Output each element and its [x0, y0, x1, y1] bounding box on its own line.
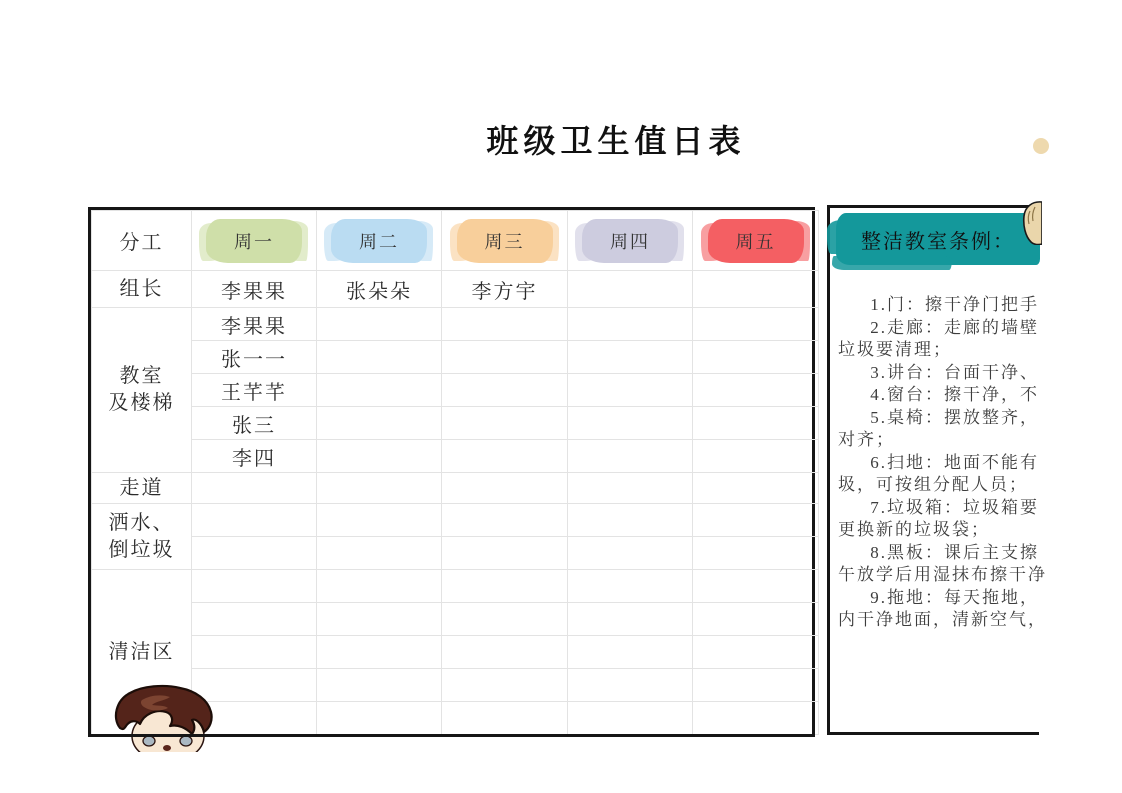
rule-line: 2.走廊：走廊的墙壁	[870, 317, 1040, 337]
duty-table-container	[88, 207, 815, 737]
table-row	[92, 341, 819, 374]
cell: 李果果	[192, 308, 317, 341]
cell	[442, 407, 568, 440]
section-label-text: 倒垃圾	[108, 538, 175, 561]
table-row	[92, 537, 819, 570]
cell	[192, 603, 317, 636]
section-label-text: 清洁区	[108, 640, 175, 663]
cell	[693, 702, 819, 735]
cell	[568, 341, 693, 374]
table-row	[92, 440, 819, 473]
cell	[317, 603, 442, 636]
rules-heading-banner	[836, 213, 1040, 265]
cell	[192, 504, 317, 537]
section-label-text: 走道	[119, 476, 164, 499]
cell	[693, 603, 819, 636]
rule-line: 8.黑板：课后主支擦	[870, 542, 1040, 562]
day-label: 周一	[234, 231, 274, 252]
tuesday-brush-blob	[331, 219, 427, 263]
cell	[568, 570, 693, 603]
cell	[317, 504, 442, 537]
section-label-water-trash	[92, 504, 192, 570]
rule-line: 更换新的垃圾袋；	[838, 520, 990, 539]
tan-dot-decoration	[1033, 138, 1049, 154]
cell	[442, 473, 568, 504]
cell	[568, 537, 693, 570]
corner-cell: 分工	[92, 211, 192, 271]
cell	[317, 341, 442, 374]
rule-line: 6.扫地：地面不能有	[870, 452, 1040, 472]
header-row	[92, 211, 819, 271]
cell	[317, 440, 442, 473]
cell	[442, 702, 568, 735]
cell	[693, 271, 819, 308]
cell	[693, 537, 819, 570]
cell	[442, 603, 568, 636]
day-header-thursday	[568, 211, 693, 271]
cell	[442, 669, 568, 702]
cell	[568, 271, 693, 308]
cell	[442, 308, 568, 341]
table-bottom-border	[88, 734, 815, 737]
day-header-friday	[693, 211, 819, 271]
cell	[192, 636, 317, 669]
cell	[568, 407, 693, 440]
cell	[568, 669, 693, 702]
cell	[693, 341, 819, 374]
cell	[693, 570, 819, 603]
rule-line: 4.窗台：擦干净，不	[870, 385, 1040, 404]
cell	[693, 504, 819, 537]
rules-panel-bottom-border	[827, 732, 1039, 735]
cell	[693, 308, 819, 341]
section-label-classroom-stairs	[92, 308, 192, 473]
cell	[317, 636, 442, 669]
table-row	[92, 308, 819, 341]
section-label-corridor	[92, 473, 192, 504]
cell: 张朵朵	[317, 271, 442, 308]
day-label: 周三	[484, 231, 525, 252]
cell	[317, 537, 442, 570]
cell: 李果果	[192, 271, 317, 308]
cell	[693, 636, 819, 669]
cell	[693, 407, 819, 440]
day-label: 周四	[610, 231, 650, 252]
rule-line: 圾，可按组分配人员；	[838, 475, 1028, 494]
cell	[693, 374, 819, 407]
cell	[568, 504, 693, 537]
section-label-text: 洒水、	[108, 511, 175, 534]
rule-line: 5.桌椅：摆放整齐，	[870, 407, 1040, 427]
cell	[317, 570, 442, 603]
rule-line: 3.讲台：台面干净、	[870, 362, 1040, 382]
rule-line: 垃圾要清理；	[838, 340, 952, 359]
monday-brush-blob	[206, 219, 302, 263]
cell	[568, 308, 693, 341]
table-row	[92, 374, 819, 407]
cell	[442, 374, 568, 407]
table-row	[92, 504, 819, 537]
day-header-wednesday	[442, 211, 568, 271]
day-label: 周二	[359, 231, 399, 252]
cell	[693, 473, 819, 504]
section-label-text: 及楼梯	[108, 392, 175, 414]
day-header-monday	[192, 211, 317, 271]
cell	[568, 473, 693, 504]
cell	[317, 473, 442, 504]
rule-line: 午放学后用湿抹布擦干净	[838, 565, 1047, 584]
cell	[568, 702, 693, 735]
cell	[568, 374, 693, 407]
section-label-text: 教室	[119, 365, 164, 387]
cell	[442, 537, 568, 570]
wednesday-brush-blob	[457, 219, 553, 263]
rule-line: 1.门：擦干净门把手	[870, 295, 1040, 314]
cell	[317, 374, 442, 407]
rule-line: 对齐；	[838, 430, 895, 449]
cell	[317, 308, 442, 341]
rule-line: 内干净地面，清新空气，	[838, 610, 1047, 629]
cell: 王芊芊	[192, 374, 317, 407]
cell	[317, 669, 442, 702]
cell: 张三	[192, 407, 317, 440]
cell	[568, 636, 693, 669]
cell	[442, 636, 568, 669]
cell	[568, 440, 693, 473]
rules-panel-top-border	[827, 205, 1039, 208]
thursday-brush-blob	[582, 219, 678, 263]
duty-table	[91, 210, 819, 735]
table-row	[92, 473, 819, 504]
pointing-hand-illustration	[1022, 201, 1042, 245]
cell	[317, 702, 442, 735]
friday-brush-blob	[708, 219, 804, 263]
cell	[693, 669, 819, 702]
section-label-leader	[92, 271, 192, 308]
rules-text	[838, 294, 1078, 632]
rule-line: 7.垃圾箱：垃圾箱要	[870, 497, 1040, 517]
cell	[442, 570, 568, 603]
cell	[442, 504, 568, 537]
page-title: 班级卫生值日表	[486, 123, 746, 159]
cell	[317, 407, 442, 440]
cell	[192, 537, 317, 570]
rules-heading: 整洁教室条例：	[861, 230, 1015, 253]
cell	[192, 570, 317, 603]
table-row	[92, 271, 819, 308]
table-row	[92, 603, 819, 636]
table-row	[92, 636, 819, 669]
cell	[442, 341, 568, 374]
table-row	[92, 570, 819, 603]
day-label: 周五	[735, 231, 776, 252]
cell	[192, 473, 317, 504]
cell	[442, 440, 568, 473]
cell: 李四	[192, 440, 317, 473]
section-label-text: 组长	[119, 277, 164, 300]
boy-peeking-illustration	[112, 684, 224, 752]
cell	[693, 440, 819, 473]
day-header-tuesday	[317, 211, 442, 271]
cell	[568, 603, 693, 636]
rule-line: 9.拖地：每天拖地，	[870, 587, 1040, 607]
table-row	[92, 407, 819, 440]
cell: 张一一	[192, 341, 317, 374]
cell: 李方宇	[442, 271, 568, 308]
